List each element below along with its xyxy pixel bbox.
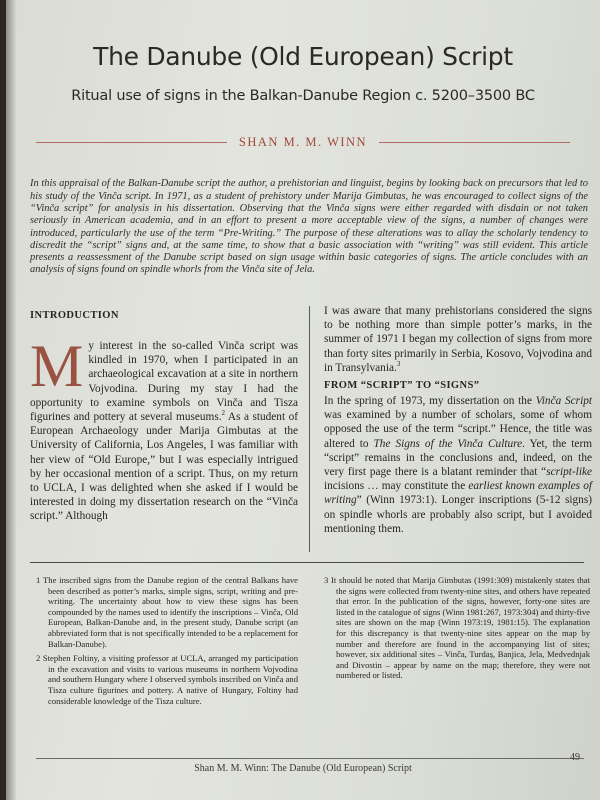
paragraph-text-4: incisions … may constitute the	[324, 480, 469, 493]
page-number: 49	[570, 752, 580, 763]
footnotes-right	[324, 575, 590, 685]
article-title: The Danube (Old European) Script	[93, 42, 513, 71]
paragraph-text-5: ” (Winn 1973:1). Longer inscriptions (5-12 signs) on spindle whorls are probably also script, but I avoided mentioning them.	[324, 494, 592, 535]
footnote-1: 1 The inscribed signs from the Danube region of the central Balkans have been described as potter’s marks, simple signs, script, writing and pre-writing. The uncertainty about how to view these signs has been compounded by the names used to identify the inscriptions – Vinča, Old European, Balkan-Danube and, in the present study, Danube script (an abbreviated form that is not specifically intended to be a replacement for Balkan-Danube).	[36, 575, 298, 649]
paragraph-text-1: In the spring of 1973, my dissertation on the	[324, 395, 536, 408]
introduction-text: y interest in the so-called Vinča script was kindled in 1970, when I participated in an archaeological excavation at a site in northern Vojvodina. During my stay I had the opportunity to examine symbols on Vinča and Tisza figurines and pottery at several museums.	[30, 340, 298, 424]
footnotes-rule	[30, 562, 584, 563]
running-footer: Shan M. M. Winn: The Danube (Old European) Script	[194, 763, 412, 774]
author-rule-left	[36, 142, 227, 143]
author-row	[36, 132, 570, 152]
paragraph-text-3: . Yet, the term “script” remains in the conclusions and, indeed, on the very first page there is a blatant reminder that “	[324, 437, 593, 479]
continuation-text: I was aware that many prehistorians considered the signs to be nothing more than simple potter’s marks, in the summer of 1971 I began my collection of signs from more than forty sites primarily in Serbia, Kosovo, Vojvodina and in Transylvania.	[324, 305, 592, 374]
section-heading-script-to-signs: FROM “SCRIPT” TO “SIGNS”	[324, 380, 480, 392]
paragraph-italic-1: Vinča Script	[535, 395, 592, 408]
introduction-text-2: As a student of European Archaeology under Marija Gimbutas at the University of California, Los Angeles, I was familiar with her view of “Old Europe,” but I was especially intrigued by her occasional mention of a script. Thus, on my return to UCLA, I was delighted when she asked if I would be interested in doing my dissertation research on the “Vinča script.” Although	[30, 411, 298, 523]
introduction-paragraph	[30, 333, 298, 524]
footnote-ref-2[interactable]: 2	[221, 409, 226, 418]
journal-page	[6, 0, 600, 800]
paragraph-italic-2: The Signs of the Vinča Culture	[373, 437, 523, 450]
script-to-signs-paragraph	[324, 394, 592, 536]
abstract: In this appraisal of the Balkan-Danube script the author, a prehistorian and linguist, begins by looking back on precursors that led to his study of the Vinča script. In 1971, as a student of prehistory under Marija Gimbutas, he was encouraged to collect signs of the “Vinča script” for analysis in his dissertation. Observing that the Vinča signs were either regarded with disdain or not taken seriously in American academia, and in an effort to present a more acceptable view of the signs, a number of changes were introduced, particularly the use of the term “Pre-Writing.” The purpose of these alterations was to allay the scholarly tendency to discredit the “script” signs and, at the same time, to show that a basic association with “writing” was still evident. This article presents a reassessment of the Danube script based on sign usage within basic categories of signs. The article concludes with an analysis of signs found on spindle whorls from the Vinča site of Jela.	[30, 178, 588, 276]
paragraph-italic-4: earliest known examples of writing	[324, 480, 593, 507]
footer-rule	[36, 758, 584, 759]
paragraph-text-2: was examined by a number of scholars, some of whom opposed the use of the term “script.” Hence, the title was altered to	[324, 409, 592, 450]
paragraph-italic-3: script-like	[546, 466, 592, 479]
article-subtitle: Ritual use of signs in the Balkan-Danube Region c. 5200–3500 BC	[71, 88, 535, 104]
footnote-ref-3[interactable]: 3	[396, 360, 401, 369]
continuation-paragraph	[324, 304, 592, 375]
column-divider	[309, 306, 310, 552]
footnotes-left	[36, 575, 298, 710]
left-column	[30, 306, 298, 524]
author-name: SHAN M. M. WINN	[238, 134, 368, 149]
right-column	[324, 304, 592, 536]
footnote-3: 3 It should be noted that Marija Gimbutas (1991:309) mistakenly states that the signs were collected from twenty-nine sites, and others have repeated that error. In the publication of the signs, however, forty-one sites are listed in the catalogue of signs (Winn 1981:267, 1973:304) and thirty-five sites are shown on the map (Winn 1973:19, 1981:15). The explanation for this discrepancy is that twenty-nine sites appear on the map by number and therefore are found in the accompanying list of sites; however, six additional sites – Vinča, Turdaș, Banjica, Jela, Medvednjak and Divostin – appear by name on the map; therefore, they were not numbered or listed.	[324, 575, 590, 681]
section-heading-introduction: INTRODUCTION	[30, 310, 119, 321]
footnote-2: 2 Stephen Foltiny, a visiting professor at UCLA, arranged my participation in the excavation and visits to various museums in northern Vojvodina and southern Hungary where I observed symbols inscribed on Vinča and Tisza culture figurines and pottery. A native of Hungary, Foltiny had considerable knowledge of the Tisza culture.	[36, 653, 298, 706]
author-rule-right	[379, 142, 570, 143]
dropcap-letter: M	[30, 333, 84, 399]
